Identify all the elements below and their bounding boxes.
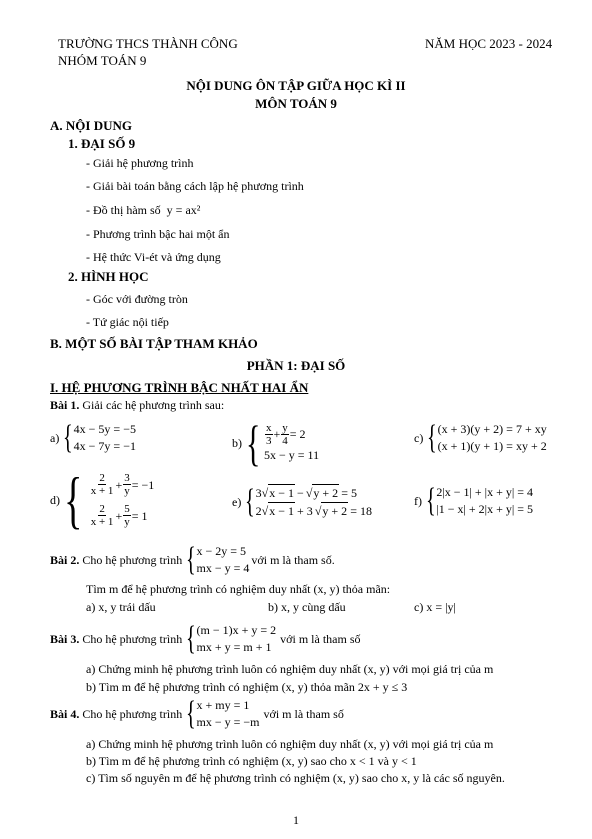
geometry-item: - Góc với đường tròn bbox=[86, 292, 188, 306]
system-e: e) { 3 √ x − 1 − √ y + 2 = 5 2 √ x − 1 + 3 √ y + 2 = 18 bbox=[232, 483, 372, 520]
exercise-4-b: b) Tìm m để hệ phương trình có nghiệm (x, y) sao cho x < 1 và y < 1 bbox=[86, 754, 417, 768]
geometry-heading: 2. HÌNH HỌC bbox=[68, 269, 149, 284]
section-a-heading: A. NỘI DUNG bbox=[50, 118, 132, 133]
exercise-1: Bài 1. Giải các hệ phương trình sau: bbox=[50, 398, 225, 412]
page-number: 1 bbox=[293, 813, 299, 827]
doc-title: NỘI DUNG ÔN TẬP GIỮA HỌC KÌ II bbox=[186, 78, 406, 93]
algebra-heading: 1. ĐẠI SỐ 9 bbox=[68, 136, 136, 151]
system-b: b) { $\frac{x}{3}$ + $\frac{y}{4}$ = 2 5x − y = 11 bbox=[232, 415, 320, 471]
doc-subtitle: MÔN TOÁN 9 bbox=[255, 96, 337, 111]
algebra-item: - Hệ thức Vi-ét và ứng dụng bbox=[86, 250, 221, 264]
algebra-item: - Giải hệ phương trình bbox=[86, 156, 194, 170]
exercise-2-task: Tìm m để hệ phương trình có nghiệm duy nhất (x, y) thỏa mãn: bbox=[86, 582, 391, 596]
exercise-4: Bài 4. Cho hệ phương trình { x + my = 1 mx − y = −m với m là tham số bbox=[50, 695, 344, 732]
system-d: d) { $\frac{2}{x + 1}$ + $\frac{3}{y}$ = −1 $\frac{2}{x + 1}$ + $\frac{5}{y}$ = 1 bbox=[50, 464, 155, 535]
part-heading: PHẦN 1: ĐẠI SỐ bbox=[246, 358, 346, 373]
algebra-item: - Giải bài toán bằng cách lập hệ phương trình bbox=[86, 179, 304, 193]
exercise-4-a: a) Chứng minh hệ phương trình luôn có nghiệm duy nhất (x, y) với mọi giá trị của m bbox=[86, 737, 494, 751]
formula: y = ax² bbox=[166, 203, 201, 217]
system-f: f) { 2|x − 1| + |x + y| = 4 |1 − x| + 2|x + y| = 5 bbox=[414, 482, 534, 519]
exercise-3-a: a) Chứng minh hệ phương trình luôn có nghiệm duy nhất (x, y) với mọi giá trị của m bbox=[86, 662, 494, 676]
subsection-heading: I. HỆ PHƯƠNG TRÌNH BẬC NHẤT HAI ẨN bbox=[50, 380, 309, 395]
geometry-item: - Tứ giác nội tiếp bbox=[86, 315, 169, 329]
exercise-2-b: b) x, y cùng dấu bbox=[268, 600, 346, 614]
exercise-3: Bài 3. Cho hệ phương trình { (m − 1)x + y = 2 mx + y = m + 1 với m là tham số bbox=[50, 620, 361, 657]
exercise-2-c: c) x = |y| bbox=[414, 600, 456, 614]
algebra-item: - Phương trình bậc hai một ẩn bbox=[86, 227, 230, 241]
exercise-2: Bài 2. Cho hệ phương trình { x − 2y = 5 mx − y = 4 với m là tham số. bbox=[50, 541, 335, 578]
exercise-3-b: b) Tìm m để hệ phương trình có nghiệm (x, y) thỏa mãn 2x + y ≤ 3 bbox=[86, 680, 408, 694]
system-c: c) { (x + 3)(y + 2) = 7 + xy (x + 1)(y + 1) = xy + 2 bbox=[414, 419, 547, 456]
section-b-heading: B. MỘT SỐ BÀI TẬP THAM KHẢO bbox=[50, 336, 258, 351]
algebra-item: - Đồ thị hàm số y = ax² bbox=[86, 203, 201, 217]
group-name: NHÓM TOÁN 9 bbox=[58, 53, 147, 68]
school-name: TRƯỜNG THCS THÀNH CÔNG bbox=[58, 36, 238, 51]
school-year: NĂM HỌC 2023 - 2024 bbox=[425, 36, 553, 51]
exercise-4-c: c) Tìm số nguyên m để hệ phương trình có nghiệm (x, y) sao cho x, y là các số nguyên. bbox=[86, 771, 505, 785]
system-a: a) { 4x − 5y = −5 4x − 7y = −1 bbox=[50, 419, 136, 456]
exercise-2-a: a) x, y trái dấu bbox=[86, 600, 156, 614]
